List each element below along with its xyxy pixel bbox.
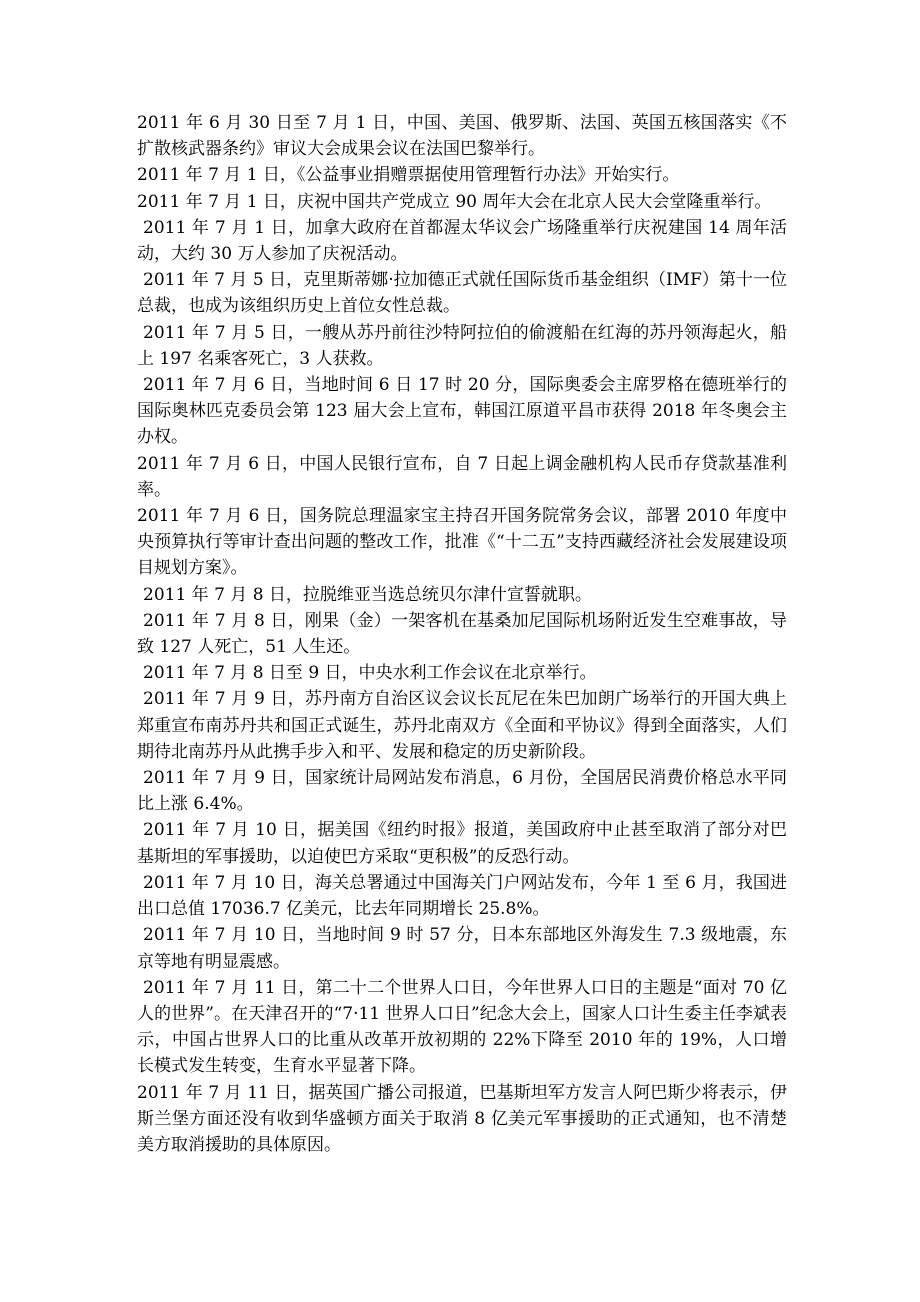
event-entry: 2011 年 7 月 10 日，当地时间 9 时 57 分，日本东部地区外海发生 7.3 级地震，东京等地有明显震感。 (137, 925, 787, 972)
event-entry: 2011 年 7 月 1 日，加拿大政府在首都渥太华议会广场隆重举行庆祝建国 14 周年活动，大约 30 万人参加了庆祝活动。 (137, 217, 787, 265)
event-entry: 2011 年 7 月 8 日至 9 日，中央水利工作会议在北京举行。 (143, 663, 597, 684)
event-entry: 2011 年 7 月 9 日，苏丹南方自治区议会议长瓦尼在朱巴加朗广场举行的开国大典上郑重宣布南苏丹共和国正式诞生，苏丹北南双方《全面和平协议》得到全面落实，人们期待北南苏丹从此携手步入和平、发展和稳定的历史新阶段。 (137, 689, 787, 762)
event-entry: 2011 年 7 月 11 日，第二十二个世界人口日，今年世界人口日的主题是“面对 70 亿人的世界”。在天津召开的“7·11 世界人口日”纪念大会上，国家人口计生委主任李斌表示，中国占世界人口的比重从改革开放初期的 22%下降至 2010 年的 19%，人口增长模式发生转变，生育水平显著下降。 (137, 977, 787, 1077)
event-entry: 2011 年 7 月 10 日，据美国《纽约时报》报道，美国政府中止甚至取消了部分对巴基斯坦的军事援助，以迫使巴方采取“更积极”的反恐行动。 (137, 820, 787, 867)
event-entry: 2011 年 7 月 6 日，国务院总理温家宝主持召开国务院常务会议，部署 2010 年度中央预算执行等审计查出问题的整改工作，批准《“十二五”支持西藏经济社会发展建设项目规划方案》。 (137, 506, 787, 579)
event-entry: 2011 年 6 月 30 日至 7 月 1 日，中国、美国、俄罗斯、法国、英国五核国落实《不扩散核武器条约》审议大会成果会议在法国巴黎举行。 (137, 113, 787, 160)
event-entry: 2011 年 7 月 11 日，据英国广播公司报道，巴基斯坦军方发言人阿巴斯少将表示，伊斯兰堡方面还没有收到华盛顿方面关于取消 8 亿美元军事援助的正式通知，也不清楚美方取消援助的具体原因。 (137, 1082, 787, 1155)
event-entry: 2011 年 7 月 5 日，克里斯蒂娜·拉加德正式就任国际货币基金组织（IMF）第十一位总裁，也成为该组织历史上首位女性总裁。 (137, 270, 787, 317)
event-entry: 2011 年 7 月 1 日，《公益事业捐赠票据使用管理暂行办法》开始实行。 (137, 165, 680, 186)
event-entry: 2011 年 7 月 5 日，一艘从苏丹前往沙特阿拉伯的偷渡船在红海的苏丹领海起火，船上 197 名乘客死亡，3 人获救。 (137, 322, 787, 369)
event-entry: 2011 年 7 月 8 日，拉脱维亚当选总统贝尔津什宣誓就职。 (143, 584, 592, 605)
event-entry: 2011 年 7 月 1 日，庆祝中国共产党成立 90 周年大会在北京人民大会堂隆重举行。 (137, 191, 772, 212)
event-entry: 2011 年 7 月 6 日，中国人民银行宣布，自 7 日起上调金融机构人民币存贷款基准利率。 (137, 453, 787, 500)
document-body (137, 110, 787, 1158)
event-entry: 2011 年 7 月 8 日，刚果（金）一架客机在基桑加尼国际机场附近发生空难事故，导致 127 人死亡，51 人生还。 (137, 610, 787, 658)
event-entry: 2011 年 7 月 6 日，当地时间 6 日 17 时 20 分，国际奥委会主席罗格在德班举行的国际奥林匹克委员会第 123 届大会上宣布，韩国江原道平昌市获得 2018 年冬奥会主办权。 (137, 375, 787, 448)
event-entry: 2011 年 7 月 9 日，国家统计局网站发布消息，6 月份，全国居民消费价格总水平同比上涨 6.4%。 (137, 768, 787, 815)
event-entry: 2011 年 7 月 10 日，海关总署通过中国海关门户网站发布，今年 1 至 6 月，我国进出口总值 17036.7 亿美元，比去年同期增长 25.8%。 (137, 872, 787, 920)
